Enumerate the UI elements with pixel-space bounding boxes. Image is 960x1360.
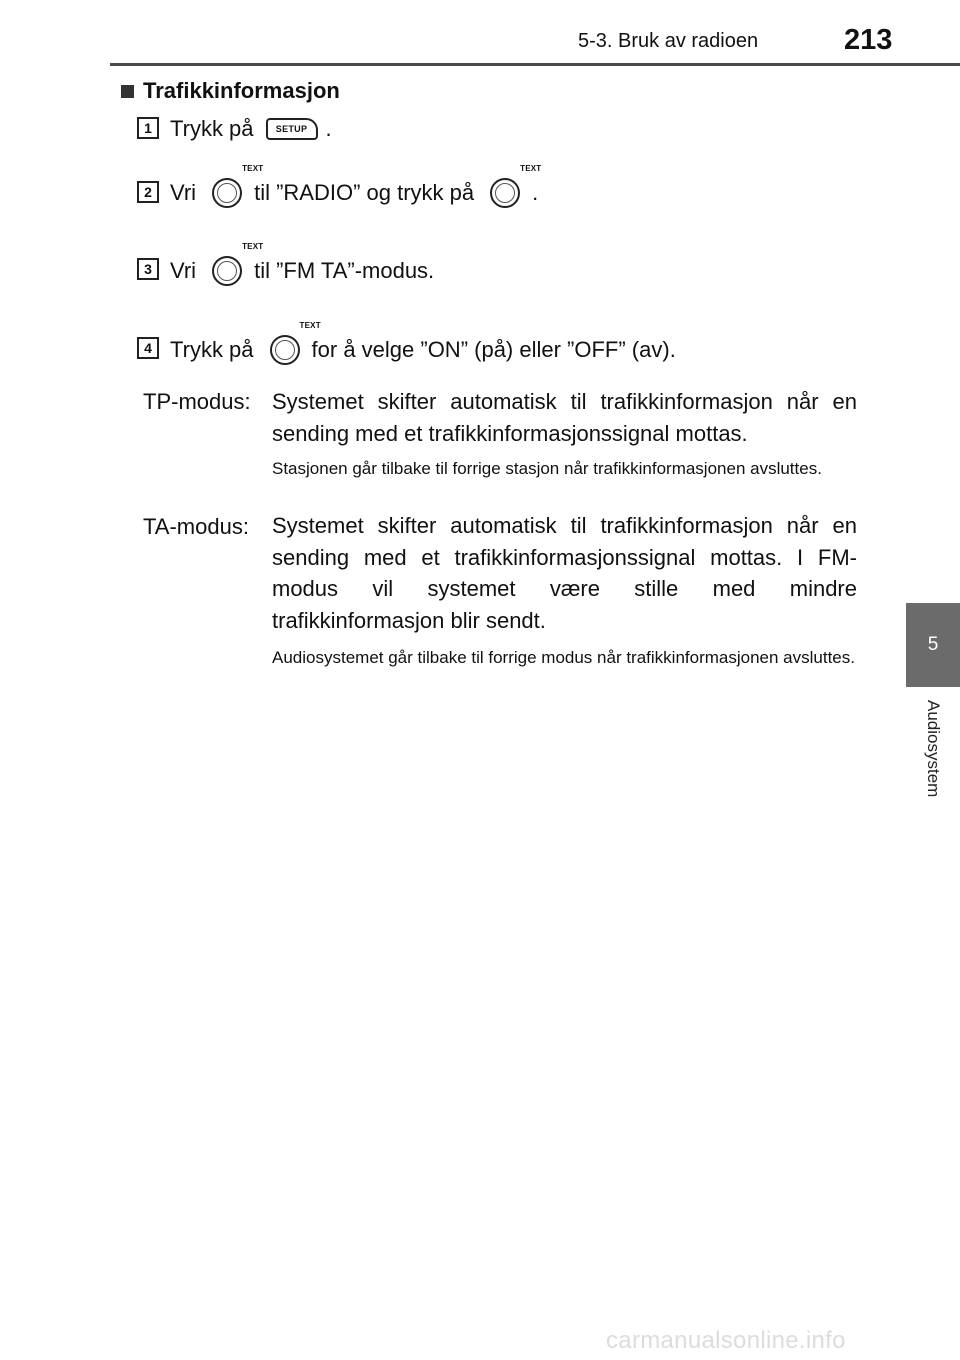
step-number-4: 4 <box>137 337 159 359</box>
chapter-label: Audiosystem <box>924 700 943 798</box>
header-rule <box>110 63 960 66</box>
knob-text-label: TEXT <box>242 164 264 173</box>
step-1-text-pre: Trykk på <box>170 116 254 141</box>
definition-text-tp: Systemet skifter automatisk til trafikkinformasjon når en sending med et trafikkinformasjonssignal mottas. <box>272 389 857 446</box>
step-number-3: 3 <box>137 258 159 280</box>
chapter-number: 5 <box>927 634 939 655</box>
step-number-1: 1 <box>137 117 159 139</box>
knob-text-label: TEXT <box>299 321 321 330</box>
definition-term-tp: TP-modus: <box>143 389 251 414</box>
watermark: carmanualsonline.info <box>606 1327 846 1354</box>
step-3-text-post: til ”FM TA”-modus. <box>254 258 435 283</box>
square-bullet-icon <box>121 85 134 98</box>
step-3 <box>170 242 435 286</box>
tune-knob-icon <box>490 164 542 208</box>
setup-button-label: SETUP <box>275 124 308 134</box>
definition-text-ta: Systemet skifter automatisk til trafikkinformasjon når en sending med et trafikkinformasjonssignal mottas. I FM-modus vil systemet være stille med mindre trafikkinformasjon blir sendt. <box>272 513 857 633</box>
step-4-text-post: for å velge ”ON” (på) eller ”OFF” (av). <box>311 337 676 362</box>
chapter-tab <box>906 603 960 687</box>
step-2-text-post: . <box>532 180 539 205</box>
tune-knob-icon <box>270 321 321 365</box>
step-2-text-pre: Vri <box>170 180 197 205</box>
step-4 <box>170 321 676 365</box>
knob-text-label: TEXT <box>242 242 264 251</box>
tune-knob-icon <box>212 242 264 286</box>
section-heading <box>121 78 340 104</box>
definition-note-ta: Audiosystemet går tilbake til forrige modus når trafikkinformasjonen avsluttes. <box>272 648 855 667</box>
page-number: 213 <box>844 24 893 56</box>
step-1 <box>170 116 332 142</box>
step-3-text-pre: Vri <box>170 258 197 283</box>
definition-note-tp: Stasjonen går tilbake til forrige stasjon når trafikkinformasjonen avsluttes. <box>272 459 822 478</box>
section-heading-text: Trafikkinformasjon <box>143 78 340 103</box>
step-number-2: 2 <box>137 181 159 203</box>
header-section-title: 5-3. Bruk av radioen <box>578 30 759 52</box>
tune-knob-icon <box>212 164 264 208</box>
step-2 <box>170 164 542 208</box>
step-2-text-mid: til ”RADIO” og trykk på <box>254 180 475 205</box>
step-1-text-post: . <box>325 116 332 141</box>
step-4-text-pre: Trykk på <box>170 337 254 362</box>
definition-term-ta: TA-modus: <box>143 514 249 539</box>
setup-button-icon <box>266 118 318 140</box>
knob-text-label: TEXT <box>520 164 542 173</box>
